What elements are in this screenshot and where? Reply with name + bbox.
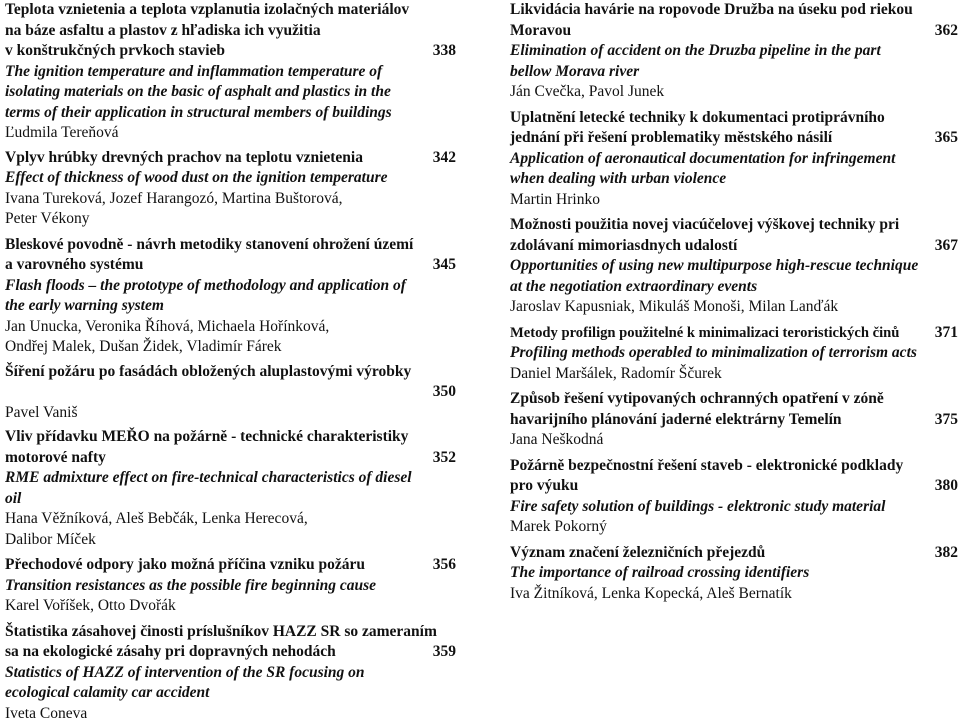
page-number: 338 xyxy=(433,41,456,62)
entry-title: Způsob řešení vytipovaných ochranných opatření v zóně xyxy=(510,389,958,410)
page-number: 359 xyxy=(433,642,456,663)
entry-english-title: Application of aeronautical documentation for infringement xyxy=(510,149,958,170)
page-number: 342 xyxy=(433,148,456,169)
entry-english-title: at the negotiation extraordinary events xyxy=(510,277,958,298)
entry-english-title: The importance of railroad crossing identifiers xyxy=(510,563,958,584)
entry-title-line-with-page xyxy=(510,323,958,344)
entry-authors: Martin Hrinko xyxy=(510,190,958,211)
entry-authors: Pavel Vaniš xyxy=(5,403,456,424)
toc-entry xyxy=(5,235,456,358)
toc-entry xyxy=(510,456,958,538)
entry-title: Teplota vznietenia a teplota vzplanutia izolačných materiálov xyxy=(5,0,456,21)
entry-english-title: Flash floods – the prototype of methodology and application of xyxy=(5,276,456,297)
entry-english-title: terms of their application in structural members of buildings xyxy=(5,103,456,124)
entry-title: pro výuku xyxy=(510,476,578,497)
entry-english-title: Profiling methods operabled to minimalization of terrorism acts xyxy=(510,343,958,364)
entry-english-title: Elimination of accident on the Druzba pipeline in the part xyxy=(510,41,958,62)
entry-authors: Jaroslav Kapusniak, Mikuláš Monoši, Milan Lanďák xyxy=(510,297,958,318)
page-number: 362 xyxy=(935,21,958,42)
entry-title: Metody profilign použitelné k minimalizaci teroristických činů xyxy=(510,323,899,344)
entry-authors: Iveta Coneva xyxy=(5,704,456,724)
entry-title: Bleskové povodně - návrh metodiky stanovení ohrožení území xyxy=(5,235,456,256)
entry-authors: Hana Věžníková, Aleš Bebčák, Lenka Herecová, xyxy=(5,509,456,530)
entry-title: a varovného systému xyxy=(5,255,143,276)
entry-authors: Dalibor Míček xyxy=(5,530,456,551)
page-number: 371 xyxy=(935,323,958,344)
entry-title: Moravou xyxy=(510,21,571,42)
entry-authors: Peter Vékony xyxy=(5,209,456,230)
toc-entry xyxy=(5,622,456,724)
page-number: 365 xyxy=(935,128,958,149)
page-number: 367 xyxy=(935,236,958,257)
entry-title: sa na ekologické zásahy pri dopravných nehodách xyxy=(5,642,336,663)
entry-authors: Iva Žitníková, Lenka Kopecká, Aleš Bernatík xyxy=(510,584,958,605)
entry-title: Vliv přídavku MEŘO na požárně - technické charakteristiky xyxy=(5,427,456,448)
entry-english-title: isolating materials on the basic of asphalt and plastics in the xyxy=(5,82,456,103)
entry-english-title: when dealing with urban violence xyxy=(510,169,958,190)
entry-title: jednání při řešení problematiky městského násilí xyxy=(510,128,832,149)
toc-entry xyxy=(510,543,958,605)
entry-english-title: RME admixture effect on fire-technical characteristics of diesel xyxy=(5,468,456,489)
entry-title: motorové nafty xyxy=(5,448,106,469)
entry-english-title: Opportunities of using new multipurpose high-rescue technique xyxy=(510,256,958,277)
entry-title: na báze asfaltu a plastov z hľadiska ich využitia xyxy=(5,21,456,42)
entry-title-line-with-page xyxy=(510,128,958,149)
entry-authors: Jana Neškodná xyxy=(510,430,958,451)
toc-right-column xyxy=(510,0,958,604)
page-number: 345 xyxy=(433,255,456,276)
entry-authors: Ondřej Malek, Dušan Židek, Vladimír Fárek xyxy=(5,337,456,358)
toc-entry xyxy=(510,0,958,103)
toc-entry xyxy=(510,323,958,385)
entry-english-title: the early warning system xyxy=(5,296,456,317)
page-number: 375 xyxy=(935,410,958,431)
page-number: 356 xyxy=(433,555,456,576)
entry-title-line-with-page xyxy=(510,21,958,42)
entry-title-line-with-page xyxy=(510,476,958,497)
entry-title-line-with-page xyxy=(5,255,456,276)
toc-entry xyxy=(510,215,958,318)
entry-english-title: bellow Morava river xyxy=(510,62,958,83)
toc-entry xyxy=(510,389,958,451)
entry-english-title: Effect of thickness of wood dust on the ignition temperature xyxy=(5,168,456,189)
entry-title: Možnosti použitia novej viacúčelovej výškovej techniky pri xyxy=(510,215,958,236)
entry-title: v konštrukčných prvkoch stavieb xyxy=(5,41,225,62)
page-number: 380 xyxy=(935,476,958,497)
entry-title-line-with-page xyxy=(5,148,456,169)
entry-title: Uplatnění letecké techniky k dokumentaci protiprávního xyxy=(510,108,958,129)
entry-english-title: Transition resistances as the possible fire beginning cause xyxy=(5,576,456,597)
entry-title: Vplyv hrúbky drevných prachov na teplotu vznietenia xyxy=(5,148,363,169)
toc-entry xyxy=(5,0,456,144)
toc-entry xyxy=(5,362,456,424)
toc-entry xyxy=(5,555,456,617)
toc-left-column xyxy=(5,0,456,724)
entry-authors: Ján Cvečka, Pavol Junek xyxy=(510,82,958,103)
entry-authors: Jan Unucka, Veronika Říhová, Michaela Hořínková, xyxy=(5,317,456,338)
entry-title: Význam značení železničních přejezdů xyxy=(510,543,765,564)
entry-title-line-with-page xyxy=(5,555,456,576)
entry-english-title: ecological calamity car accident xyxy=(5,683,456,704)
page-number: 382 xyxy=(935,543,958,564)
entry-title: Likvidácia havárie na ropovode Družba na úseku pod riekou xyxy=(510,0,958,21)
entry-title-line-with-page xyxy=(510,543,958,564)
entry-english-title: Fire safety solution of buildings - elektronic study material xyxy=(510,497,958,518)
entry-english-title: Statistics of HAZZ of intervention of the SR focusing on xyxy=(5,663,456,684)
entry-title: Požárně bezpečnostní řešení staveb - elektronické podklady xyxy=(510,456,958,477)
entry-title-line-with-page xyxy=(5,448,456,469)
entry-title: havarijního plánování jaderné elektrárny Temelín xyxy=(510,410,842,431)
entry-title: Přechodové odpory jako možná příčina vzniku požáru xyxy=(5,555,365,576)
entry-title: zdolávaní mimoriasdnych udalostí xyxy=(510,236,737,257)
page-number: 350 xyxy=(5,382,456,403)
toc-entry xyxy=(5,148,456,230)
entry-authors: Karel Voříšek, Otto Dvořák xyxy=(5,596,456,617)
entry-title: Šíření požáru po fasádách obložených aluplastovými výrobky xyxy=(5,362,456,383)
entry-english-title: oil xyxy=(5,489,456,510)
entry-authors: Daniel Maršálek, Radomír Ščurek xyxy=(510,364,958,385)
page-number: 352 xyxy=(433,448,456,469)
entry-title-line-with-page xyxy=(510,410,958,431)
entry-title-line-with-page xyxy=(5,41,456,62)
entry-english-title: The ignition temperature and inflammation temperature of xyxy=(5,62,456,83)
toc-entry xyxy=(510,108,958,211)
entry-authors: Ivana Tureková, Jozef Harangozó, Martina Buštorová, xyxy=(5,189,456,210)
entry-authors: Ľudmila Tereňová xyxy=(5,123,456,144)
entry-title-line-with-page xyxy=(5,642,456,663)
entry-title-line-with-page xyxy=(510,236,958,257)
entry-title: Štatistika zásahovej činosti príslušníkov HAZZ SR so zameraním xyxy=(5,622,456,643)
entry-authors: Marek Pokorný xyxy=(510,517,958,538)
toc-entry xyxy=(5,427,456,550)
